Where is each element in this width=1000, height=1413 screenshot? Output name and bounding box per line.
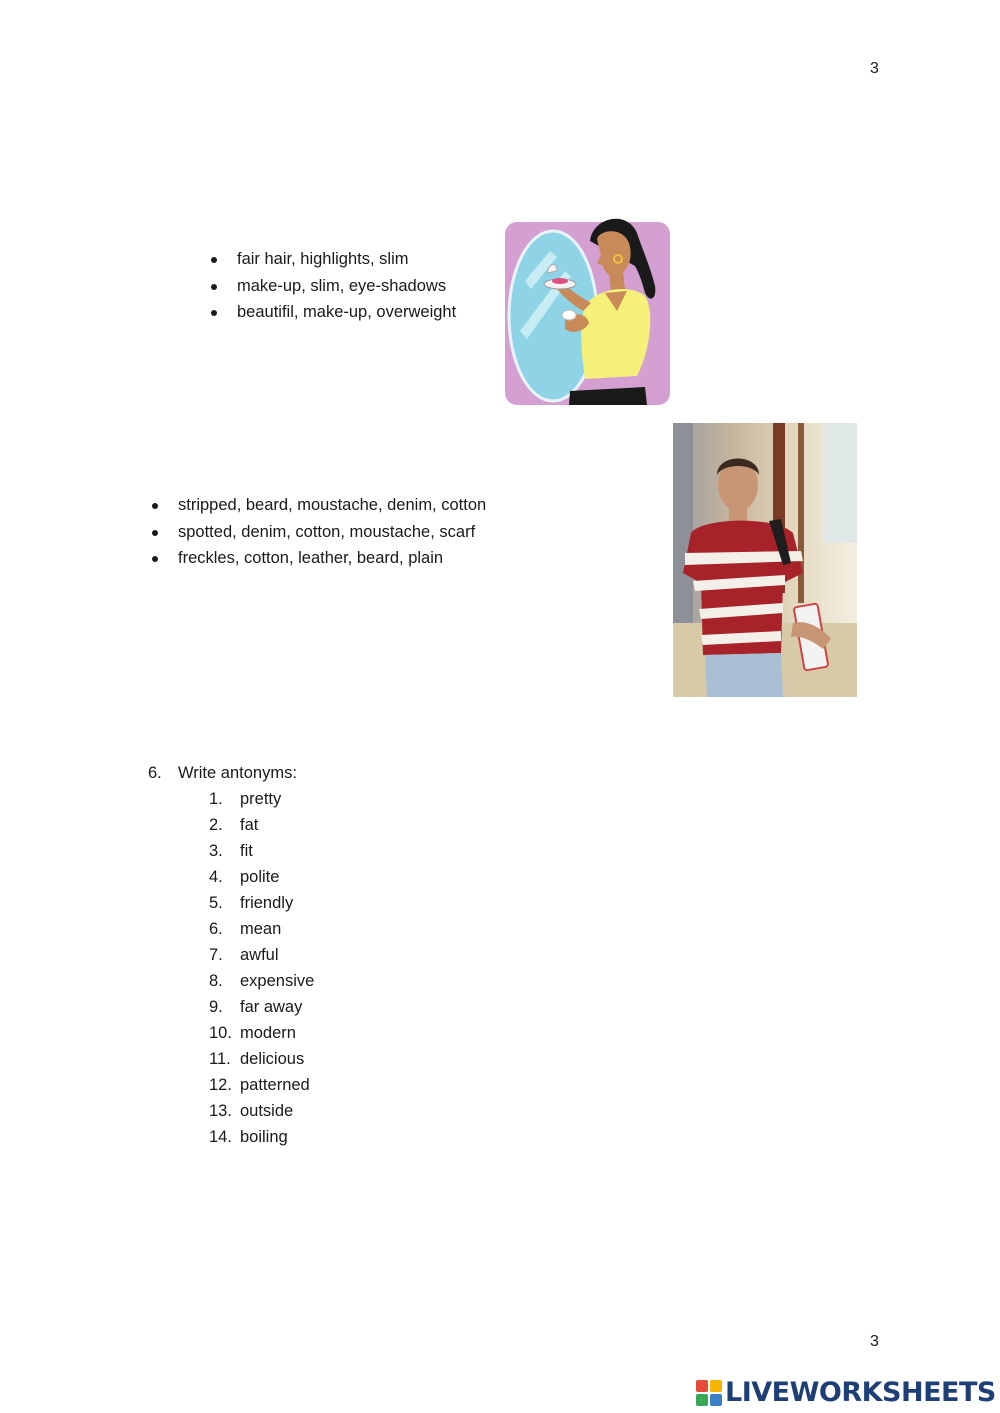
page-number-bottom: 3 — [870, 1333, 879, 1350]
bullet-list-woman — [237, 246, 456, 326]
list-item: 4. polite — [209, 868, 280, 886]
question-prompt: Write antonyms: — [178, 764, 297, 782]
logo-text: LIVEWORKSHEETS — [725, 1377, 996, 1408]
list-item: 5. friendly — [209, 894, 294, 912]
page-number-top: 3 — [870, 60, 879, 77]
list-item: stripped, beard, moustache, denim, cotton — [178, 492, 486, 519]
question-number: 6. — [148, 764, 162, 782]
list-item: freckles, cotton, leather, beard, plain — [178, 545, 486, 572]
bullet-icon — [152, 530, 158, 536]
student-boy-photo — [673, 423, 857, 697]
list-item: spotted, denim, cotton, moustache, scarf — [178, 519, 486, 546]
list-item: 11. delicious — [209, 1050, 305, 1068]
list-item: 14. boiling — [209, 1128, 288, 1146]
woman-makeup-illustration — [505, 211, 671, 405]
bullet-icon — [152, 503, 158, 509]
liveworksheets-logo[interactable] — [696, 1376, 996, 1410]
bullet-icon — [211, 310, 217, 316]
list-item: 6. mean — [209, 920, 282, 938]
list-item: 12. patterned — [209, 1076, 310, 1094]
list-item: 1. pretty — [209, 790, 282, 808]
bullet-icon — [211, 284, 217, 290]
list-item: 7. awful — [209, 946, 279, 964]
bullet-icon — [152, 556, 158, 562]
list-item: beautifil, make-up, overweight — [237, 299, 456, 326]
list-item: fair hair, highlights, slim — [237, 246, 456, 273]
antonyms-list — [209, 786, 315, 1150]
logo-square-green — [696, 1394, 708, 1406]
list-item: 10. modern — [209, 1024, 296, 1042]
bullet-icon — [211, 257, 217, 263]
list-item: 2. fat — [209, 816, 259, 834]
logo-square-yellow — [710, 1380, 722, 1392]
list-item: 8. expensive — [209, 972, 315, 990]
list-item: 13. outside — [209, 1102, 294, 1120]
logo-square-red — [696, 1380, 708, 1392]
liveworksheets-logo-icon — [696, 1380, 722, 1406]
logo-square-blue — [710, 1394, 722, 1406]
list-item: 9. far away — [209, 998, 303, 1016]
list-item: 3. fit — [209, 842, 253, 860]
bullet-list-boy — [178, 492, 486, 572]
list-item: make-up, slim, eye-shadows — [237, 273, 456, 300]
